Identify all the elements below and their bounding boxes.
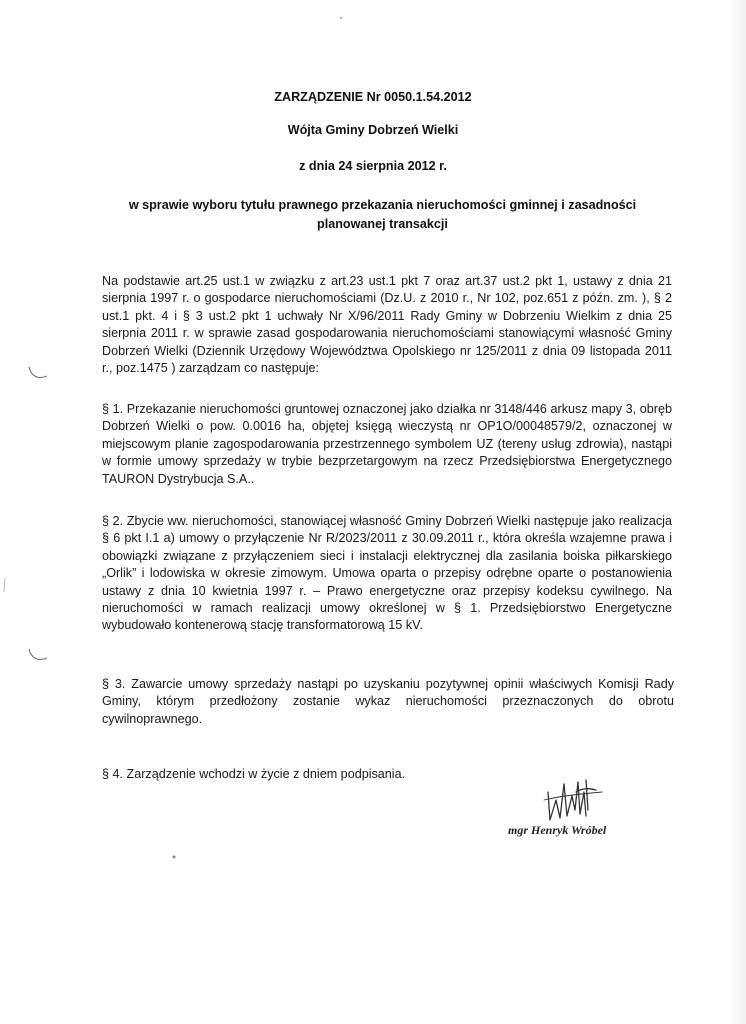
issuing-authority: Wójta Gminy Dobrzeń Wielki [287,123,459,137]
legal-basis-paragraph: Na podstawie art.25 ust.1 w związku z art.23 ust.1 pkt 7 oraz art.37 ust.2 pkt 1, ustawy z dnia 21 sierpnia 1997 r. o gospodarce nieruchomościami (Dz.U. z 2010 r., Nr 102, poz.651 z późn. zm. ), § 2 ust.1 pkt. 4 i § 3 ust.2 pkt 1 uchwały Nr X/96/2011 Rady Gminy w Dobrzeniu Wielkim z dnia 25 sierpnia 2011 r. w sprawie zasad gospodarowania nieruchomościami stanowiącymi własność Gminy Dobrzeń Wielki (Dziennik Urzędowy Województwa Opolskiego nr 125/2011 z dnia 09 listopada 2011 r., poz.1475 ) zarządzam co następuje: [102,274,672,376]
subject-line-2: planowanej transakcji [317,217,448,231]
subject-line-1: w sprawie wyboru tytułu prawnego przekazania nieruchomości gminnej i zasadności [128,198,637,212]
document-title: ZARZĄDZENIE Nr 0050.1.54.2012 [274,90,472,104]
section-1-paragraph: § 1. Przekazanie nieruchomości gruntowej oznaczonej jako działka nr 3148/446 arkusz mapy 3, obręb Dobrzeń Wielki o pow. 0.0016 ha, objętej księgą wieczystą nr OP1O/00048579/2, oznaczonej w miejscowym planie zagospodarowania przestrzennego symbolem UZ (tereny usług zdrowia), nastąpi w formie umowy sprzedaży w trybie bezprzetargowym na rzecz Przedsiębiorstwa Energetycznego TAURON Dystrybucja S.A.. [102,402,672,486]
section-3-paragraph: § 3. Zawarcie umowy sprzedaży nastąpi po uzyskaniu pozytywnej opinii właściwych Komisji Rady Gminy, którym przedłożony zostanie wykaz nieruchomości przeznaczonych do obrotu cywilnoprawnego. [102,677,674,726]
section-4-paragraph: § 4. Zarządzenie wchodzi w życie z dniem podpisania. [102,767,406,781]
scan-edge-shadow [728,0,746,1024]
handwritten-signature [520,770,610,830]
scan-speck-icon [338,14,344,22]
signatory-name: mgr Henryk Wróbel [508,823,607,837]
margin-punch-mark-icon [26,646,50,664]
scan-speck-icon [170,853,178,861]
margin-punch-mark-icon [26,364,50,382]
document-date: z dnia 24 sierpnia 2012 r. [299,159,447,173]
scan-artifact-icon [0,576,10,594]
section-2-paragraph: § 2. Zbycie ww. nieruchomości, stanowiącej własność Gminy Dobrzeń Wielki następuje jako realizacja § 6 pkt I.1 a) umowy o przyłączenie Nr R/2023/2011 z 30.09.2011 r., która określa wzajemne prawa i obowiązki związane z przyłączeniem sieci i instalacji elektrycznej dla zasilania boiska piłkarskiego „Orlik” i lodowiska w okresie zimowym. Umowa oparta o przepisy odrębne oparte o postanowienia ustawy z dnia 10 kwietnia 1997 r. – Prawo energetyczne oraz przepisy kodeksu cywilnego. Na nieruchomości w ramach realizacji umowy określonej w § 1. Przedsiębiorstwo Energetyczne wybudowało kontenerową stację transformatorową 15 kV. [102,514,672,633]
document-subject [110,196,655,234]
